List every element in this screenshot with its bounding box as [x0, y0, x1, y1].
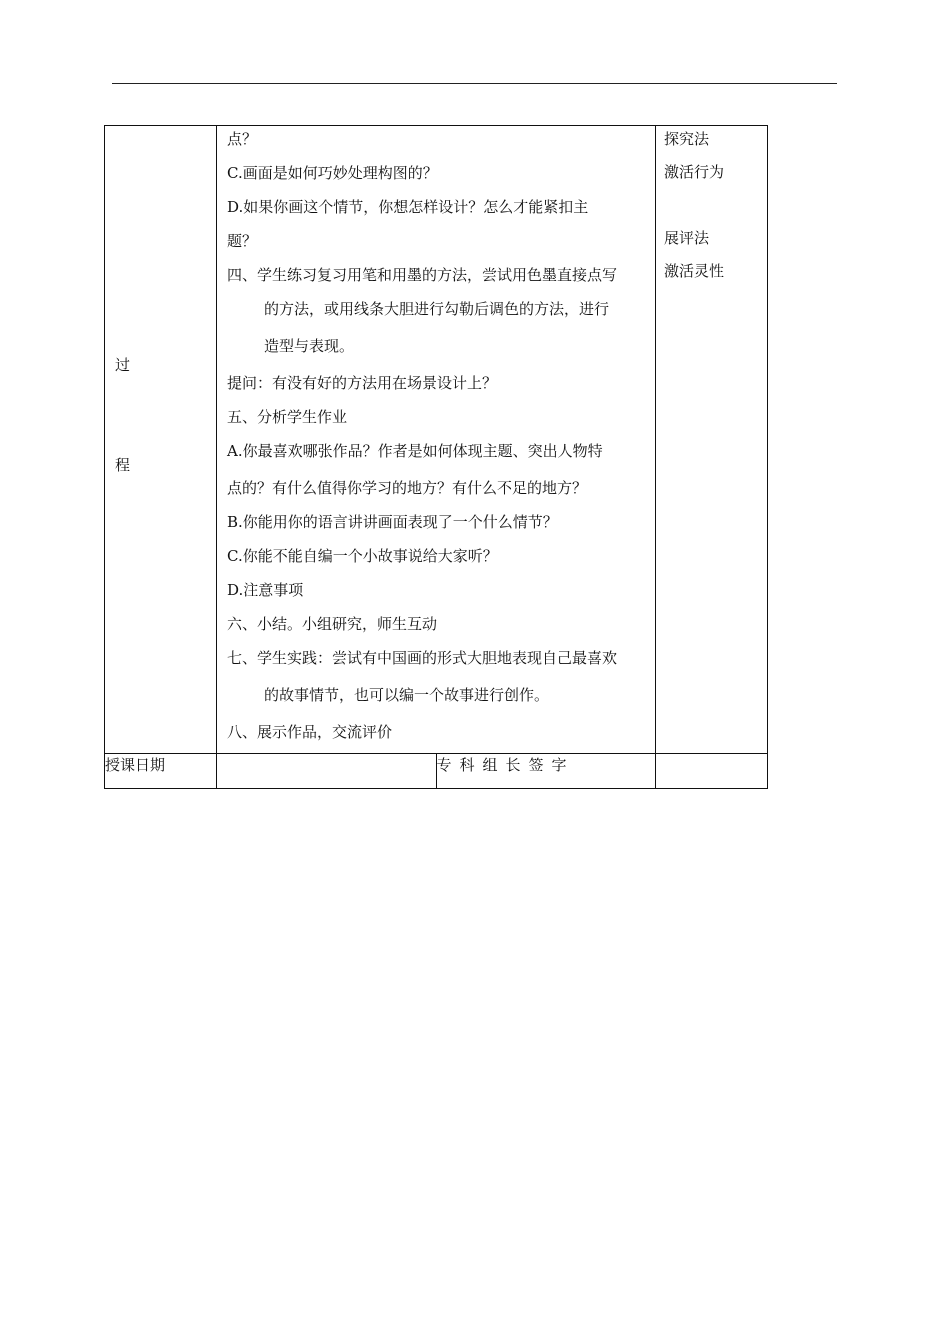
- lesson-plan-table: [104, 125, 768, 789]
- content-line: 提问：有没有好的方法用在场景设计上？: [227, 374, 498, 392]
- content-lines: [217, 126, 655, 753]
- content-line: D.如果你画这个情节，你想怎样设计？怎么才能紧扣主: [227, 198, 589, 216]
- content-line: 题？: [227, 232, 258, 250]
- method-label: 激活灵性: [664, 262, 725, 280]
- sign-label: 专科组长签字: [436, 754, 656, 789]
- date-value[interactable]: [217, 754, 437, 789]
- content-cell: [217, 126, 656, 754]
- process-label-cell: [105, 126, 217, 754]
- process-row: [105, 126, 768, 754]
- sign-value[interactable]: [656, 754, 768, 789]
- content-line: D.注意事项: [227, 581, 304, 599]
- header-rule: [112, 83, 837, 84]
- content-line: 造型与表现。: [264, 337, 355, 355]
- content-line: A.你最喜欢哪张作品？作者是如何体现主题、突出人物特: [227, 442, 603, 460]
- method-label: 探究法: [664, 130, 710, 148]
- footer-row: [105, 754, 768, 789]
- content-line: 四、学生练习复习用笔和用墨的方法，尝试用色墨直接点写: [227, 266, 618, 284]
- method-lines: [656, 126, 767, 291]
- date-label: 授课日期: [105, 754, 217, 789]
- content-line: 七、学生实践：尝试有中国画的形式大胆地表现自己最喜欢: [227, 649, 618, 667]
- process-label-char-2: 程: [115, 456, 131, 474]
- method-label: [656, 192, 767, 225]
- content-line: 六、小结。小组研究，师生互动: [227, 615, 438, 633]
- content-line: C.画面是如何巧妙处理构图的？: [227, 164, 438, 182]
- content-line: 八、展示作品，交流评价: [227, 723, 393, 741]
- content-line: 的方法，或用线条大胆进行勾勒后调色的方法，进行: [264, 300, 610, 318]
- method-label: 激活行为: [664, 163, 725, 181]
- content-line: 点的？有什么值得你学习的地方？有什么不足的地方？: [227, 479, 588, 497]
- content-line: C.你能不能自编一个小故事说给大家听？: [227, 547, 498, 565]
- method-label: 展评法: [664, 229, 710, 247]
- method-cell: [656, 126, 768, 754]
- content-line: 点？: [227, 130, 258, 148]
- process-label-char-1: 过: [115, 356, 131, 374]
- content-line: 五、分析学生作业: [227, 408, 348, 426]
- content-line: 的故事情节，也可以编一个故事进行创作。: [264, 686, 550, 704]
- content-line: B.你能用你的语言讲讲画面表现了一个什么情节？: [227, 513, 558, 531]
